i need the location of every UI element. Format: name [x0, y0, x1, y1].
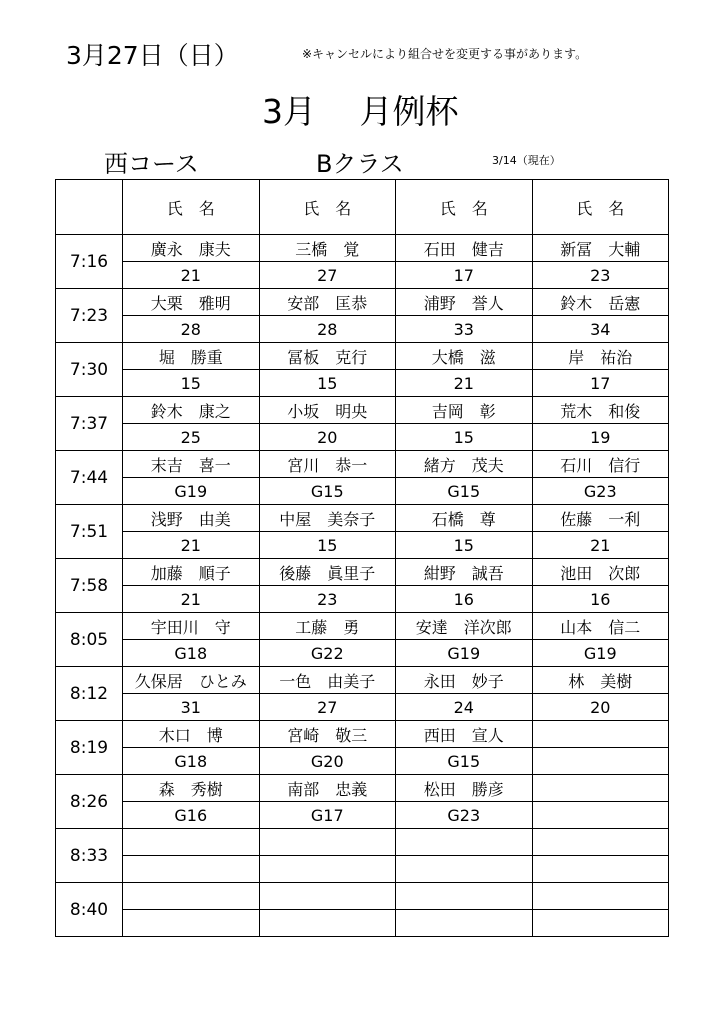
player-handicap-cell: G19: [396, 640, 533, 667]
handicap-row: [56, 316, 669, 343]
player-name-cell: [259, 829, 396, 856]
player-handicap-cell: [123, 856, 260, 883]
handicap-row: [56, 856, 669, 883]
player-handicap-cell: 19: [532, 424, 669, 451]
player-name-cell: 鈴木 岳憲: [532, 289, 669, 316]
player-name-cell: 鈴木 康之: [123, 397, 260, 424]
tee-time-cell: 7:23: [56, 289, 123, 343]
handicap-row: [56, 262, 669, 289]
handicap-row: [56, 532, 669, 559]
player-handicap-cell: 27: [259, 694, 396, 721]
player-handicap-cell: 15: [396, 424, 533, 451]
player-handicap-cell: [532, 748, 669, 775]
handicap-row: [56, 694, 669, 721]
tee-time-row: [56, 343, 669, 370]
handicap-row: [56, 748, 669, 775]
player-name-cell: 森 秀樹: [123, 775, 260, 802]
player-handicap-cell: 33: [396, 316, 533, 343]
page-title: 3月 月例杯: [262, 92, 459, 131]
player-handicap-cell: 20: [532, 694, 669, 721]
player-name-cell: 荒木 和俊: [532, 397, 669, 424]
column-header: 氏 名: [123, 180, 260, 235]
tee-time-cell: 8:05: [56, 613, 123, 667]
tee-time-cell: 8:12: [56, 667, 123, 721]
player-handicap-cell: 31: [123, 694, 260, 721]
handicap-row: [56, 424, 669, 451]
player-name-cell: 緒方 茂夫: [396, 451, 533, 478]
player-name-cell: 三橋 覚: [259, 235, 396, 262]
player-handicap-cell: 20: [259, 424, 396, 451]
player-name-cell: [532, 883, 669, 910]
tee-time-row: [56, 883, 669, 910]
player-name-cell: 南部 忠義: [259, 775, 396, 802]
tee-time-row: [56, 235, 669, 262]
class-label: Bクラス: [316, 150, 404, 178]
player-handicap-cell: 21: [123, 262, 260, 289]
course-name: 西コース: [104, 150, 199, 178]
player-handicap-cell: G17: [259, 802, 396, 829]
player-name-cell: [396, 829, 533, 856]
event-date: 3月27日（日）: [66, 41, 239, 70]
player-name-cell: 大栗 雅明: [123, 289, 260, 316]
player-handicap-cell: [396, 910, 533, 937]
handicap-row: [56, 910, 669, 937]
player-name-cell: 浦野 誉人: [396, 289, 533, 316]
tee-time-cell: 8:40: [56, 883, 123, 937]
player-name-cell: 久保居 ひとみ: [123, 667, 260, 694]
player-handicap-cell: 15: [396, 532, 533, 559]
player-name-cell: 堀 勝重: [123, 343, 260, 370]
handicap-row: [56, 586, 669, 613]
player-name-cell: 小坂 明央: [259, 397, 396, 424]
player-handicap-cell: 15: [259, 370, 396, 397]
player-handicap-cell: G15: [259, 478, 396, 505]
tee-time-cell: 7:37: [56, 397, 123, 451]
player-handicap-cell: 15: [123, 370, 260, 397]
handicap-row: [56, 802, 669, 829]
tee-time-row: [56, 451, 669, 478]
player-handicap-cell: G18: [123, 748, 260, 775]
player-name-cell: 石橋 尊: [396, 505, 533, 532]
player-handicap-cell: 21: [123, 586, 260, 613]
player-name-cell: 宮川 恭一: [259, 451, 396, 478]
player-handicap-cell: 28: [123, 316, 260, 343]
player-handicap-cell: 23: [532, 262, 669, 289]
player-handicap-cell: 21: [123, 532, 260, 559]
as-of-date: 3/14（現在）: [492, 154, 561, 167]
player-handicap-cell: [532, 910, 669, 937]
player-name-cell: 工藤 勇: [259, 613, 396, 640]
handicap-row: [56, 370, 669, 397]
player-handicap-cell: G19: [123, 478, 260, 505]
player-handicap-cell: G15: [396, 748, 533, 775]
player-handicap-cell: 34: [532, 316, 669, 343]
player-name-cell: 浅野 由美: [123, 505, 260, 532]
player-name-cell: 石川 信行: [532, 451, 669, 478]
player-handicap-cell: G23: [532, 478, 669, 505]
tee-time-row: [56, 829, 669, 856]
tee-time-row: [56, 775, 669, 802]
player-handicap-cell: G16: [123, 802, 260, 829]
player-name-cell: [532, 829, 669, 856]
tee-time-cell: 7:51: [56, 505, 123, 559]
player-name-cell: 松田 勝彦: [396, 775, 533, 802]
player-handicap-cell: 24: [396, 694, 533, 721]
tee-time-row: [56, 289, 669, 316]
player-handicap-cell: [532, 802, 669, 829]
player-name-cell: 岸 祐治: [532, 343, 669, 370]
tee-time-cell: 8:19: [56, 721, 123, 775]
player-handicap-cell: G22: [259, 640, 396, 667]
player-handicap-cell: G15: [396, 478, 533, 505]
player-name-cell: 紺野 誠吾: [396, 559, 533, 586]
pairing-table: [55, 179, 669, 937]
player-name-cell: 大橋 滋: [396, 343, 533, 370]
column-header: 氏 名: [532, 180, 669, 235]
tee-time-row: [56, 559, 669, 586]
handicap-row: [56, 640, 669, 667]
player-handicap-cell: [259, 910, 396, 937]
player-handicap-cell: 16: [532, 586, 669, 613]
player-handicap-cell: [396, 856, 533, 883]
player-handicap-cell: 21: [396, 370, 533, 397]
player-name-cell: 吉岡 彰: [396, 397, 533, 424]
handicap-row: [56, 478, 669, 505]
player-handicap-cell: 21: [532, 532, 669, 559]
player-handicap-cell: 17: [396, 262, 533, 289]
player-handicap-cell: [259, 856, 396, 883]
player-name-cell: 石田 健吉: [396, 235, 533, 262]
player-name-cell: 後藤 眞里子: [259, 559, 396, 586]
player-name-cell: 池田 次郎: [532, 559, 669, 586]
player-handicap-cell: 17: [532, 370, 669, 397]
tee-time-row: [56, 397, 669, 424]
table-header-row: [56, 180, 669, 235]
player-handicap-cell: G19: [532, 640, 669, 667]
tee-time-row: [56, 667, 669, 694]
player-name-cell: 末吉 喜一: [123, 451, 260, 478]
player-handicap-cell: 16: [396, 586, 533, 613]
tee-time-row: [56, 505, 669, 532]
player-name-cell: 西田 宣人: [396, 721, 533, 748]
tee-time-cell: 7:30: [56, 343, 123, 397]
tee-time-cell: 7:16: [56, 235, 123, 289]
player-name-cell: 山本 信二: [532, 613, 669, 640]
player-name-cell: 冨板 克行: [259, 343, 396, 370]
player-handicap-cell: G18: [123, 640, 260, 667]
player-handicap-cell: G23: [396, 802, 533, 829]
player-name-cell: 宇田川 守: [123, 613, 260, 640]
player-name-cell: [123, 829, 260, 856]
player-handicap-cell: [532, 856, 669, 883]
column-header: 氏 名: [396, 180, 533, 235]
player-name-cell: 加藤 順子: [123, 559, 260, 586]
player-name-cell: [259, 883, 396, 910]
player-handicap-cell: 25: [123, 424, 260, 451]
column-header: 氏 名: [259, 180, 396, 235]
player-handicap-cell: 23: [259, 586, 396, 613]
player-handicap-cell: 15: [259, 532, 396, 559]
time-header-cell: [56, 180, 123, 235]
tee-time-cell: 7:44: [56, 451, 123, 505]
player-name-cell: 安部 匡恭: [259, 289, 396, 316]
player-name-cell: 安達 洋次郎: [396, 613, 533, 640]
player-name-cell: 新冨 大輔: [532, 235, 669, 262]
player-name-cell: [532, 721, 669, 748]
player-handicap-cell: [123, 910, 260, 937]
player-name-cell: 永田 妙子: [396, 667, 533, 694]
player-name-cell: [396, 883, 533, 910]
player-name-cell: 木口 博: [123, 721, 260, 748]
player-name-cell: [123, 883, 260, 910]
tee-time-cell: 8:33: [56, 829, 123, 883]
tee-time-row: [56, 613, 669, 640]
player-name-cell: 林 美樹: [532, 667, 669, 694]
tee-time-cell: 8:26: [56, 775, 123, 829]
player-name-cell: 一色 由美子: [259, 667, 396, 694]
player-name-cell: [532, 775, 669, 802]
tee-time-cell: 7:58: [56, 559, 123, 613]
player-handicap-cell: 27: [259, 262, 396, 289]
tee-time-row: [56, 721, 669, 748]
player-name-cell: 中屋 美奈子: [259, 505, 396, 532]
player-handicap-cell: G20: [259, 748, 396, 775]
cancellation-notice: ※キャンセルにより組合せを変更する事があります。: [302, 47, 588, 61]
player-name-cell: 廣永 康夫: [123, 235, 260, 262]
player-name-cell: 宮崎 敬三: [259, 721, 396, 748]
player-handicap-cell: 28: [259, 316, 396, 343]
player-name-cell: 佐藤 一利: [532, 505, 669, 532]
